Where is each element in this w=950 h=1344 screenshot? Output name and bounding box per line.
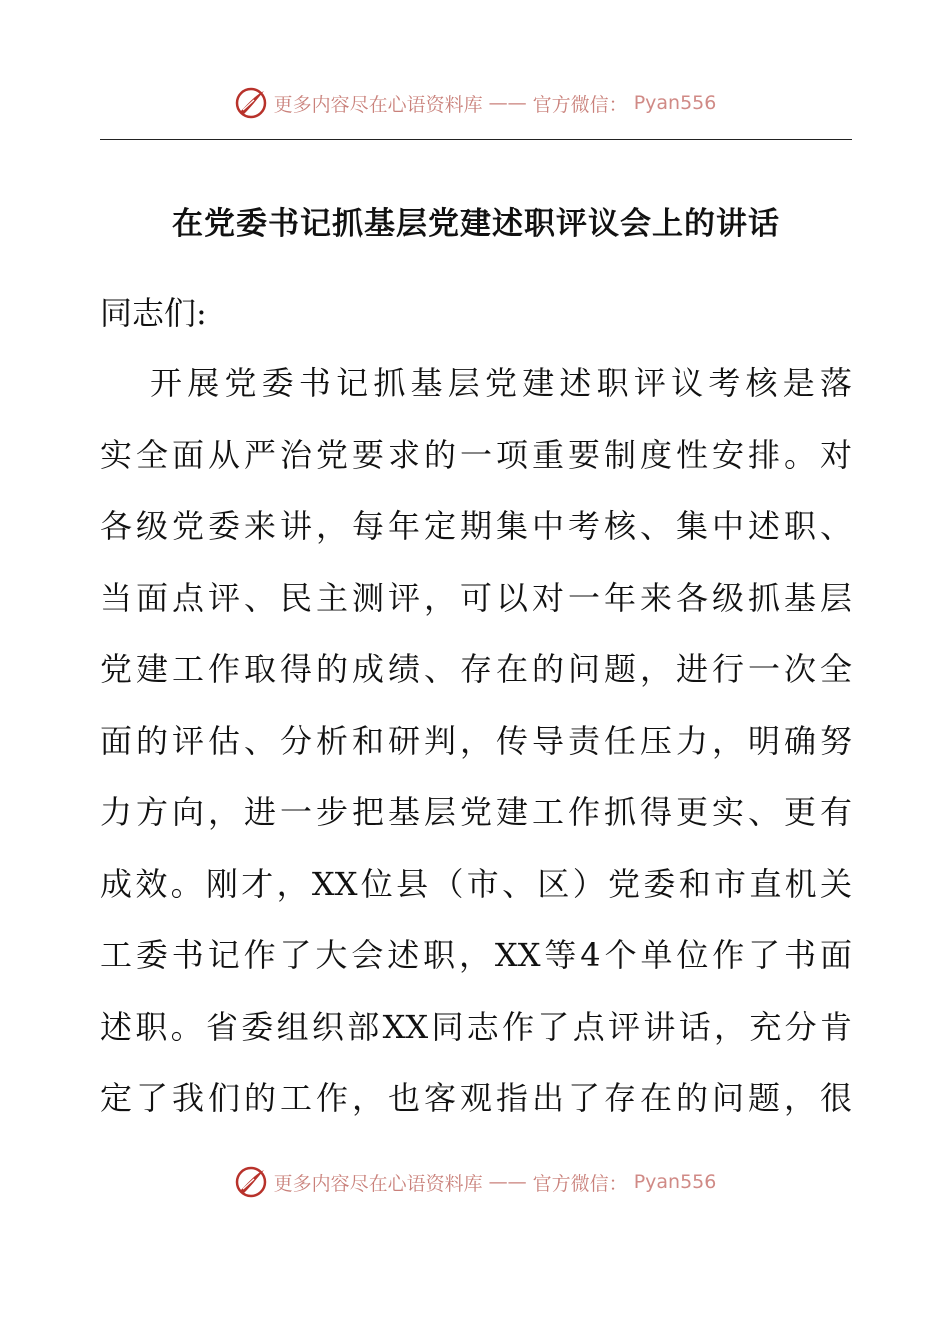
quill-logo-icon [234,86,268,120]
watermark-label: 官方微信： [532,93,628,116]
watermark-separator: —— [488,92,527,114]
footer-watermark [0,1165,950,1199]
watermark-slogan: 更多内容尽在心语资料库 [273,93,483,116]
watermark-slogan: 更多内容尽在心语资料库 [273,1172,483,1195]
body-line: 述职。省委组织部XX同志作了点评讲话，充分肯 [100,1007,852,1046]
body-line: 面的评估、分析和研判，传导责任压力，明确努 [100,721,852,760]
header-watermark [0,86,950,120]
body-line: 成效。刚才，XX位县（市、区）党委和市直机关 [100,864,852,903]
watermark-wechat-id: Pyan556 [633,1171,717,1193]
salutation: 同志们: [100,294,207,332]
body-line: 工委书记作了大会述职，XX等4个单位作了书面 [100,936,852,974]
body-line: 党建工作取得的成绩、存在的问题，进行一次全 [100,650,852,688]
document-title: 在党委书记抓基层党建述职评议会上的讲话 [172,206,780,242]
watermark-wechat-id: Pyan556 [633,92,717,114]
header-divider [100,139,852,140]
body-line: 力方向，进一步把基层党建工作抓得更实、更有 [100,793,852,831]
watermark-label: 官方微信： [532,1172,628,1195]
body-line: 实全面从严治党要求的一项重要制度性安排。对 [100,435,852,474]
body-line: 定了我们的工作，也客观指出了存在的问题，很 [100,1079,852,1117]
body-paragraph [100,348,852,1135]
body-line: 开展党委书记抓基层党建述职评议考核是落 [150,364,852,402]
body-line: 各级党委来讲，每年定期集中考核、集中述职、 [100,507,852,545]
body-line: 当面点评、民主测评，可以对一年来各级抓基层 [100,578,852,617]
watermark-separator: —— [488,1171,527,1193]
quill-logo-icon [234,1165,268,1199]
